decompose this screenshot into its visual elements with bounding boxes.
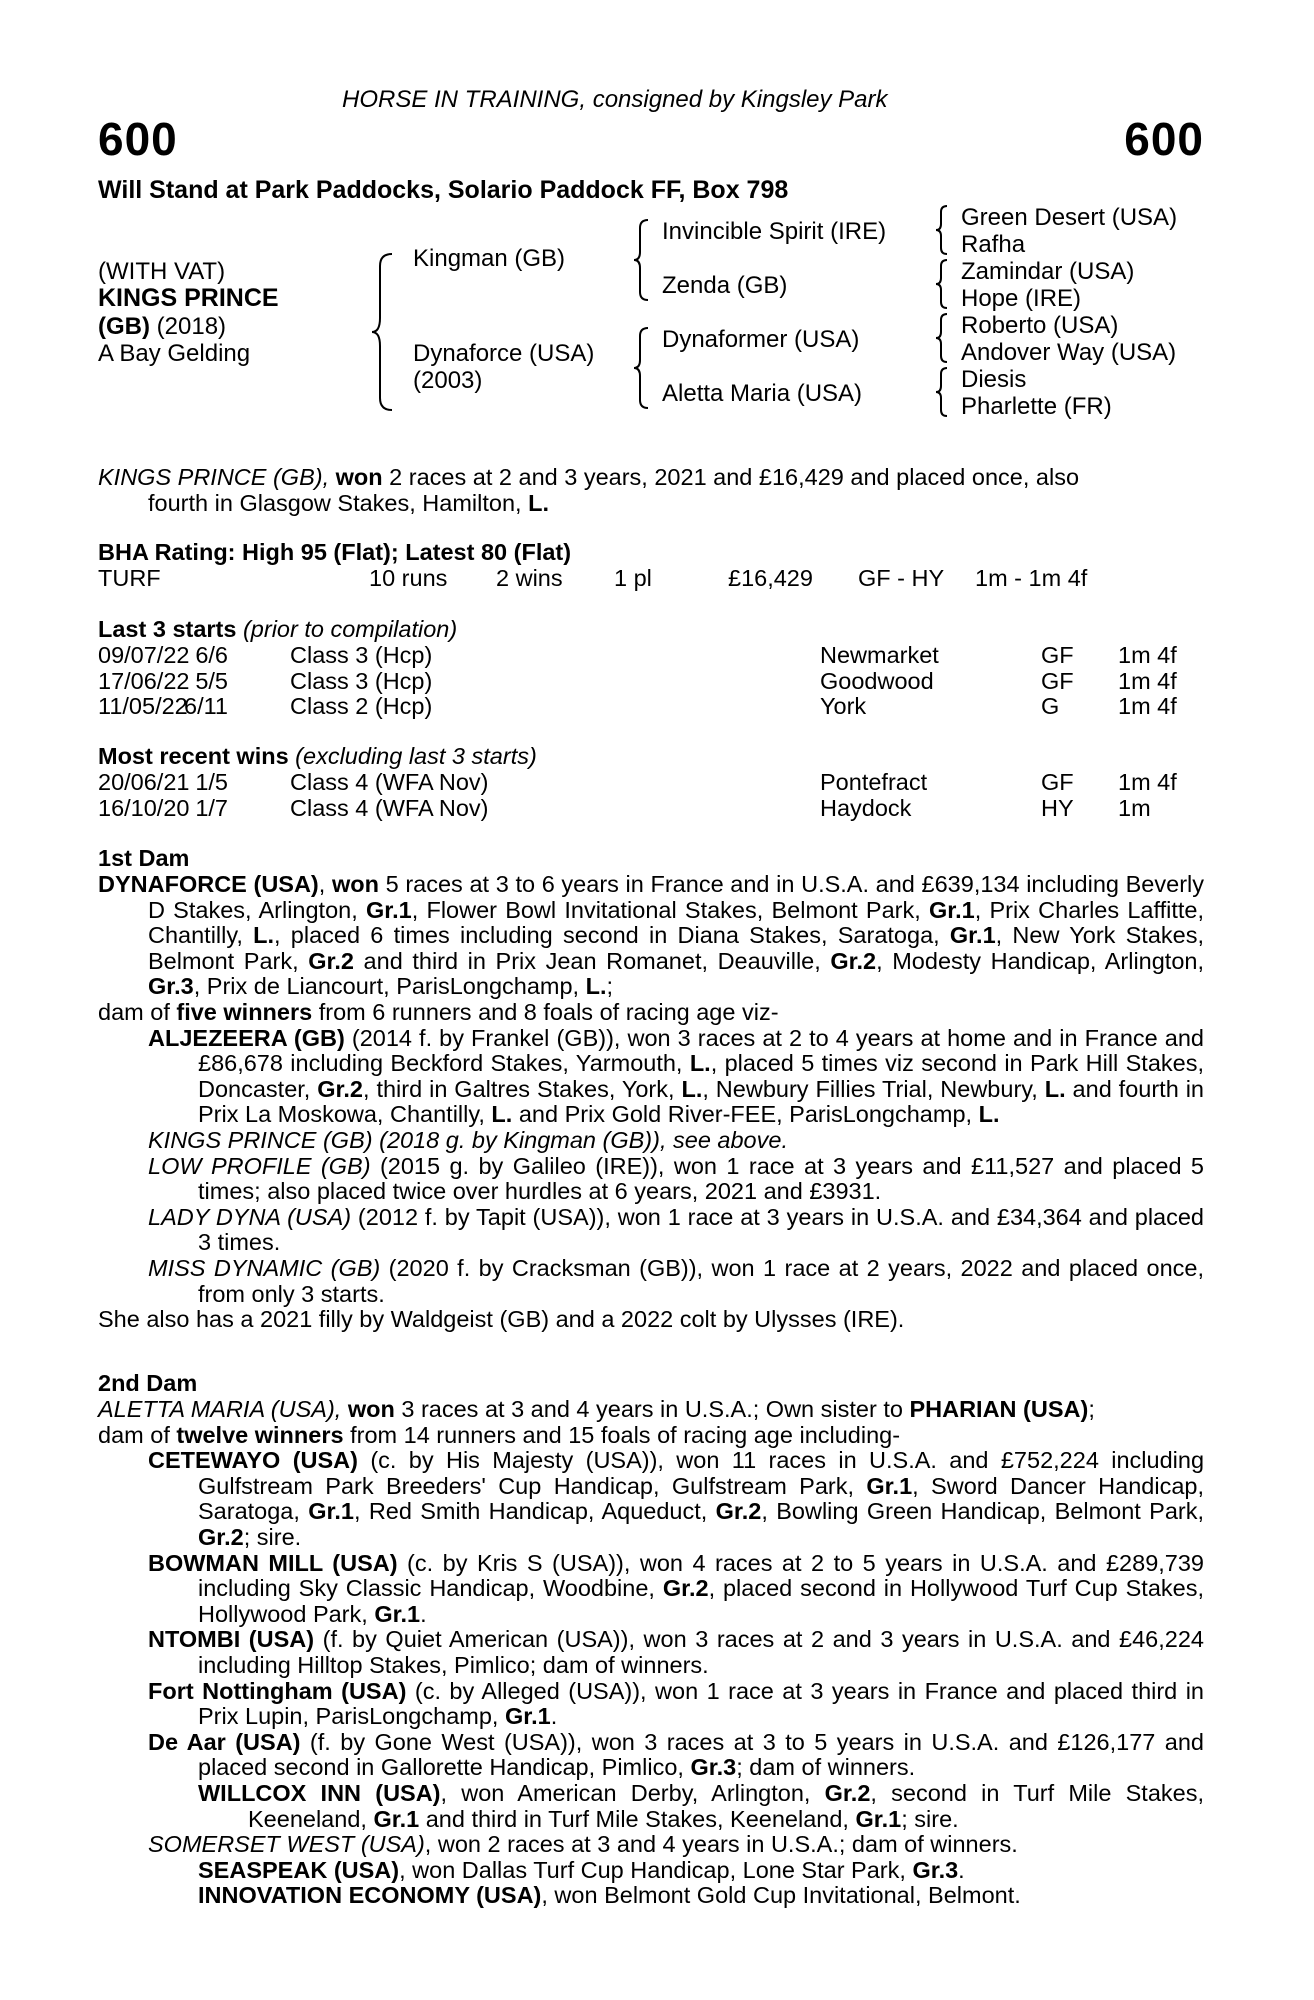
- grade-3: Gr.3: [912, 1856, 959, 1883]
- second-dam-won: won: [347, 1396, 395, 1422]
- great-grandparent-2: Rafha: [961, 231, 1026, 258]
- bha-prize: £16,429: [728, 565, 813, 591]
- offspring-name: BOWMAN MILL (USA): [148, 1549, 398, 1576]
- form-going: GF: [1041, 642, 1074, 668]
- offspring-miss-dynamic: [148, 1256, 1204, 1307]
- great-grandparent-3: Zamindar (USA): [961, 258, 1135, 285]
- last3-heading: Last 3 starts: [98, 616, 237, 642]
- form-date: 20/06/21: [98, 769, 190, 795]
- form-cls: Class 3 (Hcp): [290, 642, 433, 668]
- offspring-text: , won Belmont Gold Cup Invitational, Belmont.: [541, 1882, 1021, 1909]
- pedigree-brace-g3: [934, 312, 950, 364]
- form-course: Haydock: [820, 794, 912, 821]
- grade-3: Gr.3: [690, 1754, 737, 1781]
- listed: L.: [585, 973, 607, 1000]
- pedigree-brace-dam: [632, 326, 652, 410]
- first-dam-text-5: , New York Stakes, Belmont Park,: [148, 922, 1204, 974]
- form-going: GF: [1041, 667, 1074, 694]
- offspring-name: NTOMBI (USA): [148, 1626, 315, 1653]
- offspring-text: , Sword Dancer Handicap, Saratoga,: [198, 1472, 1204, 1525]
- great-grandparent-4: Hope (IRE): [961, 285, 1082, 312]
- first-dam-heading: 1st Dam: [98, 845, 190, 871]
- form-row: [98, 643, 1208, 669]
- listed: L.: [491, 1101, 513, 1128]
- damof-text-2: from 14 runners and 15 foals of racing age including-: [343, 1421, 901, 1448]
- offspring-text: ; dam of winners.: [736, 1754, 916, 1781]
- great-grandparent-7: Diesis: [961, 366, 1027, 393]
- first-dam-paragraph: DYNAFORCE (USA), won 5 races at 3 to 6 years in France and in U.S.A. and £639,134 including Beverly D Stakes, Arlington, Gr.1, Flower Bowl Invitational Stakes, Belmont Park, Gr.1, Prix Charles Laffitte, Chantilly, L., placed 6 times including second in Diana Stakes, Saratoga, Gr.1, New York Stakes, Belmont Park, Gr.2 and third in Prix Jean Romanet, Deauville, Gr.2, Modesty Handicap, Arlington, Gr.3, Prix de Liancourt, ParisLongchamp, L.;: [98, 871, 1205, 1000]
- form-dist: 1m 4f: [1118, 693, 1177, 720]
- offspring-name: ALJEZEERA (GB): [148, 1024, 345, 1051]
- first-dam-text-2: , Flower Bowl Invitational Stakes, Belmont Park,: [411, 896, 929, 923]
- grade-2: Gr.2: [662, 1575, 709, 1602]
- grade-2: Gr.2: [198, 1523, 244, 1550]
- offspring-name: INNOVATION ECONOMY (USA): [198, 1882, 542, 1909]
- second-dam-text-2: ;: [1088, 1396, 1095, 1422]
- form-row: [98, 694, 1208, 720]
- grade-1: Gr.1: [928, 896, 975, 923]
- grade-1: Gr.1: [374, 1600, 421, 1627]
- form-pos: 6/6: [195, 642, 228, 668]
- listed: L.: [978, 1101, 1000, 1128]
- offspring-text: , won 2 races at 3 and 4 years in U.S.A.; dam of winners.: [424, 1831, 1018, 1858]
- offspring-name: LOW PROFILE (GB): [148, 1152, 371, 1179]
- damof-text: dam of: [98, 998, 177, 1025]
- summary-horse: KINGS PRINCE (GB),: [98, 464, 330, 490]
- offspring-de-aar: [148, 1730, 1204, 1781]
- first-dam-text-1: 5 races at 3 to 6 years in France and in U.S.A. and £639,134 including Beverly D Stakes, Arlington,: [148, 871, 1204, 923]
- offspring-text: , Bowling Green Handicap, Belmont Park,: [761, 1498, 1204, 1525]
- grade-1: Gr.1: [308, 1498, 354, 1525]
- pedigree-brace-sire: [632, 218, 652, 302]
- first-dam-name: DYNAFORCE (USA): [98, 871, 319, 897]
- bha-going: GF - HY: [858, 565, 945, 591]
- first-dam-text-4: , placed 6 times including second in Diana Stakes, Saratoga,: [274, 922, 950, 949]
- bha-turf-row: [98, 566, 1208, 592]
- summary-text: 2 races at 2 and 3 years, 2021 and £16,429 and placed once, also: [382, 464, 1080, 490]
- offspring-text: ; sire.: [243, 1523, 302, 1550]
- offspring-text: (2015 g. by Galileo (IRE)), won 1 race at 3 years and £11,527 and placed 5 times; also placed twice over hurdles at 6 years, 2021 and £3931.: [198, 1152, 1204, 1205]
- form-date: 09/07/22: [98, 642, 190, 668]
- offspring-name: MISS DYNAMIC (GB): [148, 1254, 381, 1281]
- offspring-name: SOMERSET WEST (USA): [148, 1831, 425, 1858]
- damof-winners: twelve winners: [176, 1421, 344, 1448]
- bha-placed: 1 pl: [614, 565, 652, 591]
- pedigree-brace-g4: [934, 366, 950, 418]
- form-row: [98, 669, 1208, 695]
- offspring-text: and third in Turf Mile Stakes, Keeneland,: [419, 1805, 856, 1832]
- bha-runs: 10 runs: [369, 565, 448, 591]
- first-dam-text-6: and third in Prix Jean Romanet, Deauville,: [353, 947, 831, 974]
- second-dam-heading: 2nd Dam: [98, 1370, 198, 1396]
- form-dist: 1m 4f: [1118, 667, 1177, 694]
- second-dam-name: ALETTA MARIA (USA),: [98, 1396, 342, 1422]
- offspring-text: , second in Turf Mile Stakes, Keeneland,: [248, 1779, 1205, 1832]
- second-dam-paragraph: [98, 1397, 1204, 1423]
- offspring-ntombi: [148, 1627, 1204, 1678]
- first-dam-text-7: , Modesty Handicap, Arlington,: [876, 947, 1205, 974]
- first-dam-text-9: ;: [606, 973, 614, 1000]
- form-pos: 1/5: [195, 769, 228, 795]
- grade-2: Gr.2: [715, 1498, 762, 1525]
- summary-line-1: [98, 465, 1204, 491]
- last3-heading-line: [98, 617, 457, 643]
- vat-note: (WITH VAT): [98, 258, 226, 285]
- offspring-text: ; sire.: [901, 1805, 959, 1832]
- horse-country: (GB): [98, 313, 150, 340]
- listed: L.: [681, 1075, 703, 1102]
- sire-name: Kingman (GB): [413, 245, 566, 272]
- offspring-kings-prince: [148, 1128, 1204, 1154]
- damof-text: dam of: [98, 1421, 177, 1448]
- recent-heading-line: [98, 744, 537, 770]
- form-date: 17/06/22: [98, 667, 190, 694]
- form-dist: 1m 4f: [1118, 769, 1177, 795]
- stand-location: Will Stand at Park Paddocks, Solario Paddock FF, Box 798: [98, 176, 789, 204]
- summary-won: won: [335, 464, 383, 490]
- page-heading: HORSE IN TRAINING, consigned by Kingsley Park: [342, 86, 888, 113]
- grade-1: Gr.1: [373, 1805, 420, 1832]
- offspring-text: and Prix Gold River-FEE, ParisLongchamp,: [512, 1101, 979, 1128]
- form-course: York: [820, 693, 867, 720]
- offspring-text: .: [420, 1600, 427, 1627]
- offspring-cetewayo: [148, 1448, 1204, 1550]
- form-date: 11/05/22: [98, 693, 188, 720]
- listed: L.: [689, 1050, 711, 1077]
- grand-offspring-seaspeak: [198, 1858, 1204, 1884]
- offspring-text: (c. by Alleged (USA)), won 1 race at 3 years in France and placed third in Prix Lupin, ParisLongchamp,: [198, 1677, 1205, 1730]
- offspring-text: (2012 f. by Tapit (USA)), won 1 race at 3 years in U.S.A. and £34,364 and placed 3 times.: [198, 1203, 1204, 1256]
- first-dam-won: won: [331, 871, 379, 897]
- form-cls: Class 4 (WFA Nov): [290, 769, 489, 795]
- offspring-text: , won American Derby, Arlington,: [440, 1779, 825, 1806]
- great-grandparent-5: Roberto (USA): [961, 312, 1119, 339]
- offspring-text: , third in Galtres Stakes, York,: [363, 1075, 682, 1102]
- form-going: HY: [1041, 794, 1074, 821]
- summary-listed: L.: [528, 489, 549, 516]
- offspring-text: .: [958, 1856, 965, 1883]
- offspring-text: (f. by Quiet American (USA)), won 3 races at 2 and 3 years in U.S.A. and £46,224 including Hilltop Stakes, Pimlico; dam of winners.: [198, 1626, 1204, 1678]
- form-row: [98, 770, 1208, 796]
- offspring-name: LADY DYNA (USA): [148, 1203, 352, 1230]
- lot-number-left: 600: [98, 113, 178, 165]
- form-date: 16/10/20: [98, 794, 190, 821]
- grade-1: Gr.1: [504, 1703, 551, 1730]
- offspring-aljezeera: [148, 1026, 1204, 1128]
- own-sister: PHARIAN (USA): [909, 1396, 1089, 1422]
- offspring-text: (c. by Kris S (USA)), won 4 races at 2 to 5 years in U.S.A. and £289,739 including Sky Classic Handicap, Woodbine,: [198, 1549, 1204, 1602]
- damof-text-2: from 6 runners and 8 foals of racing age viz-: [312, 998, 779, 1025]
- recent-heading: Most recent wins: [98, 743, 289, 769]
- form-cls: Class 2 (Hcp): [290, 693, 433, 720]
- pedigree-brace-g1: [934, 204, 950, 256]
- first-dam-text-8: , Prix de Liancourt, ParisLongchamp,: [193, 973, 586, 1000]
- form-row: [98, 796, 1208, 822]
- offspring-text: (2014 f. by Frankel (GB)), won 3 races at 2 to 4 years at home and in France and £86,678 including Beckford Stakes, Yarmouth,: [198, 1024, 1204, 1077]
- offspring-name: KINGS PRINCE (GB): [148, 1126, 373, 1153]
- listed: L.: [253, 922, 275, 949]
- first-dam-section: [98, 872, 1204, 1333]
- listed: L.: [1044, 1075, 1066, 1102]
- form-course: Pontefract: [820, 769, 928, 795]
- great-grandparent-8: Pharlette (FR): [961, 393, 1112, 420]
- grade-1: Gr.1: [866, 1472, 913, 1499]
- first-dam-also: She also has a 2021 filly by Waldgeist (GB) and a 2022 colt by Ulysses (IRE).: [98, 1306, 905, 1333]
- last3-note: (prior to compilation): [236, 616, 458, 642]
- form-course: Newmarket: [820, 642, 939, 668]
- grade-2: Gr.2: [308, 947, 354, 974]
- great-grandparent-1: Green Desert (USA): [961, 204, 1178, 231]
- summary-text-2: fourth in Glasgow Stakes, Hamilton,: [148, 489, 529, 516]
- form-pos: 1/7: [195, 794, 228, 821]
- grand-offspring-willcox-inn: [198, 1781, 1204, 1832]
- grade-2: Gr.2: [830, 947, 877, 974]
- bha-wins: 2 wins: [496, 565, 563, 591]
- first-dam-text-3: , Prix Charles Laffitte, Chantilly,: [148, 896, 1204, 949]
- form-dist: 1m 4f: [1118, 642, 1177, 668]
- great-grandparent-6: Andover Way (USA): [961, 339, 1177, 366]
- sire-dam: Zenda (GB): [662, 272, 788, 299]
- offspring-bowman-mill: [148, 1551, 1204, 1628]
- form-cls: Class 4 (WFA Nov): [290, 794, 489, 821]
- offspring-text: , placed second in Hollywood Turf Cup Stakes, Hollywood Park,: [198, 1575, 1204, 1627]
- damof-winners: five winners: [176, 998, 313, 1025]
- offspring-low-profile: [148, 1154, 1204, 1205]
- bha-rating-heading: BHA Rating: High 95 (Flat); Latest 80 (Flat): [98, 539, 572, 565]
- pedigree-brace-g2: [934, 258, 950, 310]
- second-dam-produce: [98, 1423, 1204, 1449]
- dam-sire: Dynaformer (USA): [662, 326, 860, 353]
- offspring-text: , won Dallas Turf Cup Handicap, Lone Star Park,: [399, 1856, 913, 1883]
- form-pos: 5/5: [195, 667, 228, 694]
- form-cls: Class 3 (Hcp): [290, 667, 433, 694]
- offspring-text: , Red Smith Handicap, Aqueduct,: [353, 1498, 716, 1525]
- lot-number-right: 600: [1124, 113, 1204, 165]
- offspring-text: , Newbury Fillies Trial, Newbury,: [702, 1075, 1045, 1102]
- offspring-text: .: [550, 1703, 558, 1730]
- dam-name: Dynaforce (USA): [413, 340, 595, 367]
- bha-distance: 1m - 1m 4f: [975, 565, 1088, 591]
- form-dist: 1m: [1118, 794, 1151, 821]
- offspring-name: WILLCOX INN (USA): [198, 1779, 441, 1806]
- horse-name: KINGS PRINCE: [98, 284, 279, 312]
- dam-year: (2003): [413, 367, 483, 394]
- offspring-fort-nottingham: [148, 1679, 1204, 1730]
- offspring-text: (2018 g. by Kingman (GB)), see above.: [372, 1126, 788, 1153]
- offspring-somerset-west: [148, 1832, 1204, 1858]
- offspring-text: and fourth in Prix La Moskowa, Chantilly,: [198, 1075, 1204, 1128]
- grade-2: Gr.2: [824, 1779, 871, 1806]
- horse-description: A Bay Gelding: [98, 340, 251, 367]
- first-dam-produce: [98, 1000, 1204, 1026]
- summary-line-2: [98, 491, 1204, 517]
- form-going: GF: [1041, 769, 1074, 795]
- offspring-text: , placed 5 times viz second in Park Hill Stakes, Doncaster,: [198, 1050, 1204, 1102]
- bha-surface: TURF: [98, 565, 161, 591]
- second-dam-section: [98, 1397, 1204, 1909]
- horse-name-line2: [98, 313, 226, 341]
- dam-dam: Aletta Maria (USA): [662, 380, 863, 407]
- sire-sire: Invincible Spirit (IRE): [662, 218, 887, 245]
- grand-offspring-innovation-economy: [198, 1883, 1204, 1909]
- grade-3: Gr.3: [148, 973, 194, 1000]
- offspring-name: SEASPEAK (USA): [198, 1856, 400, 1883]
- recent-note: (excluding last 3 starts): [288, 743, 537, 769]
- pedigree-brace-main: [370, 252, 396, 412]
- offspring-text: (2020 f. by Cracksman (GB)), won 1 race at 2 years, 2022 and placed once, from only 3 starts.: [198, 1254, 1204, 1307]
- offspring-text: (c. by His Majesty (USA)), won 11 races in U.S.A. and £752,224 including Gulfstream Park Breeders' Cup Handicap, Gulfstream Park,: [198, 1447, 1205, 1499]
- offspring-text: (f. by Gone West (USA)), won 3 races at 3 to 5 years in U.S.A. and £126,177 and placed second in Gallorette Handicap, Pimlico,: [198, 1728, 1204, 1781]
- form-going: G: [1041, 693, 1060, 720]
- race-summary: [98, 465, 1204, 516]
- form-course: Goodwood: [820, 667, 934, 694]
- second-dam-text: 3 races at 3 and 4 years in U.S.A.; Own sister to: [394, 1396, 910, 1422]
- horse-year: (2018): [149, 313, 227, 340]
- grade-1: Gr.1: [855, 1805, 902, 1832]
- grade-1: Gr.1: [949, 922, 996, 949]
- grade-2: Gr.2: [317, 1075, 363, 1102]
- offspring-name: CETEWAYO (USA): [148, 1447, 358, 1474]
- offspring-lady-dyna: [148, 1205, 1204, 1256]
- offspring-name: Fort Nottingham (USA): [148, 1677, 407, 1704]
- form-pos: 6/11: [184, 693, 228, 720]
- offspring-name: De Aar (USA): [148, 1728, 301, 1755]
- grade-1: Gr.1: [365, 896, 412, 923]
